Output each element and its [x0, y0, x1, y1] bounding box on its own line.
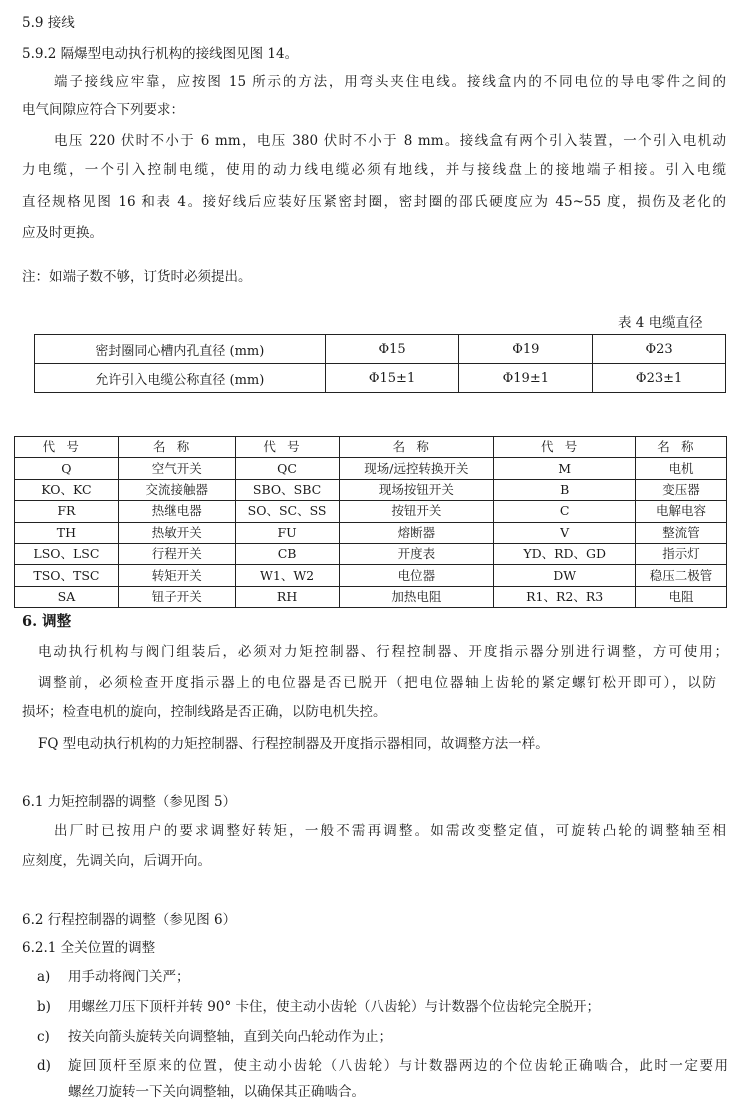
header-cell: 名称	[339, 437, 494, 458]
paragraph-line: 电气间隙应符合下列要求：	[22, 102, 184, 118]
table-cell: Φ23±1	[593, 364, 726, 393]
table-row	[15, 458, 727, 479]
table-cell: 变压器	[636, 479, 727, 500]
header-cell: 名称	[636, 437, 727, 458]
table-cell: FU	[235, 522, 339, 543]
table-cell: QC	[235, 458, 339, 479]
table-cell: 行程开关	[118, 543, 235, 564]
table-cell: 电机	[636, 458, 727, 479]
table-cell: 密封圈同心槽内孔直径 (mm)	[35, 335, 326, 364]
section-5-9-2-heading: 5.9.2 隔爆型电动执行机构的接线图见图 14。	[22, 46, 299, 62]
table-cell: 热敏开关	[118, 522, 235, 543]
table-cell: CB	[235, 543, 339, 564]
table-cell: 开度表	[339, 543, 494, 564]
table-cell: SO、SC、SS	[235, 501, 339, 522]
table-cell: 电解电容	[636, 501, 727, 522]
table-cell: Φ23	[593, 335, 726, 364]
table-row	[35, 364, 726, 393]
table-row	[15, 565, 727, 586]
table-cell: 加热电阻	[339, 586, 494, 607]
header-cell: 代号	[494, 437, 636, 458]
table-cell: 现场/远控转换开关	[339, 458, 494, 479]
table-cell: DW	[494, 565, 636, 586]
table-cell: SBO、SBC	[235, 479, 339, 500]
table-cell: YD、RD、GD	[494, 543, 636, 564]
list-item: 用螺丝刀压下顶杆并转 90° 卡住，使主动小齿轮（八齿轮）与计数器个位齿轮完全脱开；	[68, 999, 601, 1015]
section-6-heading: 6. 调整	[22, 613, 72, 630]
table-cell: B	[494, 479, 636, 500]
list-item-label: a)	[37, 969, 51, 985]
paragraph-line: 调整前，必须检查开度指示器上的电位器是否已脱开（把电位器轴上齿轮的紧定螺钉松开即可），以防	[38, 675, 716, 691]
table-cell: W1、W2	[235, 565, 339, 586]
table-cell: 转矩开关	[118, 565, 235, 586]
table-cell: 熔断器	[339, 522, 494, 543]
paragraph-line: 直径规格见图 16 和表 4。接好线后应装好压紧密封圈，密封圈的邵氏硬度应为 45~55 度，损伤及老化的	[22, 194, 726, 210]
table-cell: Φ19	[459, 335, 593, 364]
table-cell: KO、KC	[15, 479, 119, 500]
list-item: 用手动将阀门关严；	[68, 969, 190, 985]
list-item-label: c)	[37, 1029, 50, 1045]
section-6-2-heading: 6.2 行程控制器的调整（参见图 6）	[22, 912, 237, 928]
paragraph-line: 应刻度，先调关向，后调开向。	[22, 853, 211, 869]
table-cell: 稳压二极管	[636, 565, 727, 586]
table-row	[15, 543, 727, 564]
table-cell: M	[494, 458, 636, 479]
paragraph-line: FQ 型电动执行机构的力矩控制器、行程控制器及开度指示器相同，故调整方法一样。	[38, 736, 549, 752]
table-cell: Φ15±1	[325, 364, 459, 393]
cable-diameter-table	[34, 334, 726, 393]
table-cell: LSO、LSC	[15, 543, 119, 564]
list-item: 按关向箭头旋转关向调整轴，直到关向凸轮动作为止；	[68, 1029, 392, 1045]
header-cell: 代号	[15, 437, 119, 458]
section-6-1-heading: 6.1 力矩控制器的调整（参见图 5）	[22, 794, 237, 810]
paragraph-line: 应及时更换。	[22, 225, 103, 241]
list-item-continuation: 螺丝刀旋转一下关向调整轴，以确保其正确啮合。	[68, 1084, 365, 1100]
table-cell: C	[494, 501, 636, 522]
paragraph-line: 电压 220 伏时不小于 6 mm，电压 380 伏时不小于 8 mm。接线盒有两个引入装置，一个引入电机动	[54, 133, 726, 149]
table-cell: 按钮开关	[339, 501, 494, 522]
table-cell: 指示灯	[636, 543, 727, 564]
table-row	[15, 522, 727, 543]
list-item: 旋回顶杆至原来的位置，使主动小齿轮（八齿轮）与计数器两边的个位齿轮正确啮合，此时一定要用	[68, 1058, 728, 1074]
table-cell: 整流管	[636, 522, 727, 543]
table-cell: 电位器	[339, 565, 494, 586]
section-6-2-1-heading: 6.2.1 全关位置的调整	[22, 940, 156, 956]
paragraph-line: 损坏；检查电机的旋向，控制线路是否正确，以防电机失控。	[22, 704, 387, 720]
table-row	[35, 335, 726, 364]
table-cell: FR	[15, 501, 119, 522]
table-cell: 钮子开关	[118, 586, 235, 607]
table-cell: Q	[15, 458, 119, 479]
table-cell: V	[494, 522, 636, 543]
table-cell: TH	[15, 522, 119, 543]
table-cell: 允许引入电缆公称直径 (mm)	[35, 364, 326, 393]
paragraph-line: 电动执行机构与阀门组装后，必须对力矩控制器、行程控制器、开度指示器分别进行调整，方可使用；	[38, 644, 728, 660]
component-code-table	[14, 436, 727, 608]
table-cell: 空气开关	[118, 458, 235, 479]
table-cell: SA	[15, 586, 119, 607]
list-item-label: b)	[37, 999, 51, 1015]
paragraph-line: 力电缆，一个引入控制电缆，使用的动力线电缆必须有地线，并与接线盘上的接地端子相接。引入电缆	[22, 162, 726, 178]
table-4-caption: 表 4 电缆直径	[618, 315, 703, 331]
paragraph-line: 出厂时已按用户的要求调整好转矩，一般不需再调整。如需改变整定值，可旋转凸轮的调整轴至相	[54, 823, 726, 839]
table-row	[15, 501, 727, 522]
table-cell: Φ19±1	[459, 364, 593, 393]
section-5-9-heading: 5.9 接线	[22, 15, 75, 31]
table-cell: Φ15	[325, 335, 459, 364]
table-row	[15, 479, 727, 500]
table-cell: 热继电器	[118, 501, 235, 522]
header-cell: 代号	[235, 437, 339, 458]
list-item-label: d)	[37, 1058, 51, 1074]
paragraph-line: 端子接线应牢靠，应按图 15 所示的方法，用弯头夹住电线。接线盒内的不同电位的导电零件之间的	[54, 74, 726, 90]
table-cell: 电阻	[636, 586, 727, 607]
table-row	[15, 586, 727, 607]
table-cell: 现场按钮开关	[339, 479, 494, 500]
table-header-row	[15, 437, 727, 458]
table-cell: 交流接触器	[118, 479, 235, 500]
table-cell: RH	[235, 586, 339, 607]
header-cell: 名称	[118, 437, 235, 458]
note: 注：如端子数不够，订货时必须提出。	[22, 269, 252, 285]
table-cell: R1、R2、R3	[494, 586, 636, 607]
table-cell: TSO、TSC	[15, 565, 119, 586]
